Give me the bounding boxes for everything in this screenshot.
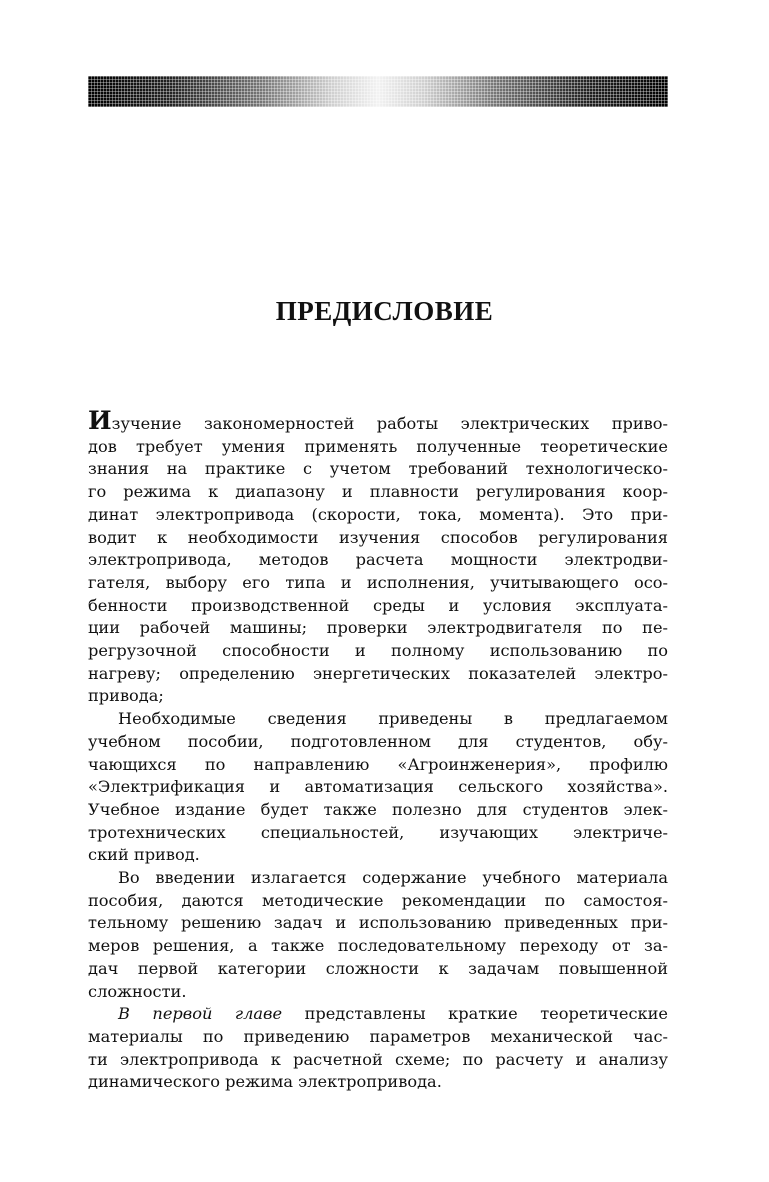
text-line: привода;: [88, 686, 164, 706]
body-text: [88, 406, 668, 1094]
text-line: го режима к диапазону и плавности регулирования коор-: [88, 482, 668, 502]
text-line: пособия, даются методические рекомендации по самостоя-: [88, 890, 668, 910]
text-line: материалы по приведению параметров механической час-: [88, 1026, 668, 1046]
text-line: Необходимые сведения приведены в предлагаемом: [118, 709, 668, 729]
text-line: В первой главе представлены краткие теоретические: [118, 1004, 668, 1024]
text-line: сложности.: [88, 981, 187, 1001]
text-line: регрузочной способности и полному использованию по: [88, 641, 668, 661]
text-line: нагреву; определению энергетических показателей электро-: [88, 663, 668, 683]
text-line: динат электропривода (скорости, тока, момента). Это при-: [88, 504, 668, 524]
text-line: динамического режима электропривода.: [88, 1072, 442, 1092]
paragraph-3: [88, 867, 668, 1003]
text-line: дов требует умения применять полученные теоретические: [88, 436, 668, 456]
paragraph-4: [88, 1003, 668, 1094]
text-line: Во введении излагается содержание учебного материала: [118, 868, 668, 888]
text-line: Изучение закономерностей работы электрических приво-: [88, 406, 668, 435]
page-title: ПРЕДИСЛОВИЕ: [275, 296, 494, 326]
paragraph-2: [88, 708, 668, 867]
text-line: знания на практике с учетом требований технологическо-: [88, 459, 668, 479]
text-line: Учебное издание будет также полезно для студентов элек-: [88, 799, 668, 819]
text-line: учебном пособии, подготовленном для студентов, обу-: [88, 731, 668, 751]
text-line: меров решения, а также последовательному переходу от за-: [88, 936, 668, 956]
text-line: водит к необходимости изучения способов регулирования: [88, 527, 668, 547]
text-line: дач первой категории сложности к задачам повышенной: [88, 958, 668, 978]
italic-phrase: В первой главе: [118, 1004, 283, 1024]
text-line: тротехнических специальностей, изучающих электриче-: [88, 822, 668, 842]
header-decorative-bar: [88, 76, 668, 107]
text-line: гателя, выбору его типа и исполнения, учитывающего осо-: [88, 572, 668, 592]
text-line: бенности производственной среды и условия эксплуата-: [88, 595, 668, 615]
text-line: ти электропривода к расчетной схеме; по расчету и анализу: [88, 1049, 668, 1069]
drop-cap: И: [88, 406, 112, 435]
text-line: «Электрификация и автоматизация сельского хозяйства».: [88, 777, 668, 797]
text-line: чающихся по направлению «Агроинженерия», профилю: [88, 754, 668, 774]
text-line: электропривода, методов расчета мощности электродви-: [88, 550, 668, 570]
text-line: ский привод.: [88, 845, 200, 865]
text-line: тельному решению задач и использованию приведенных при-: [88, 913, 668, 933]
paragraph-1: [88, 406, 668, 708]
text-line: ции рабочей машины; проверки электродвигателя по пе-: [88, 618, 668, 638]
